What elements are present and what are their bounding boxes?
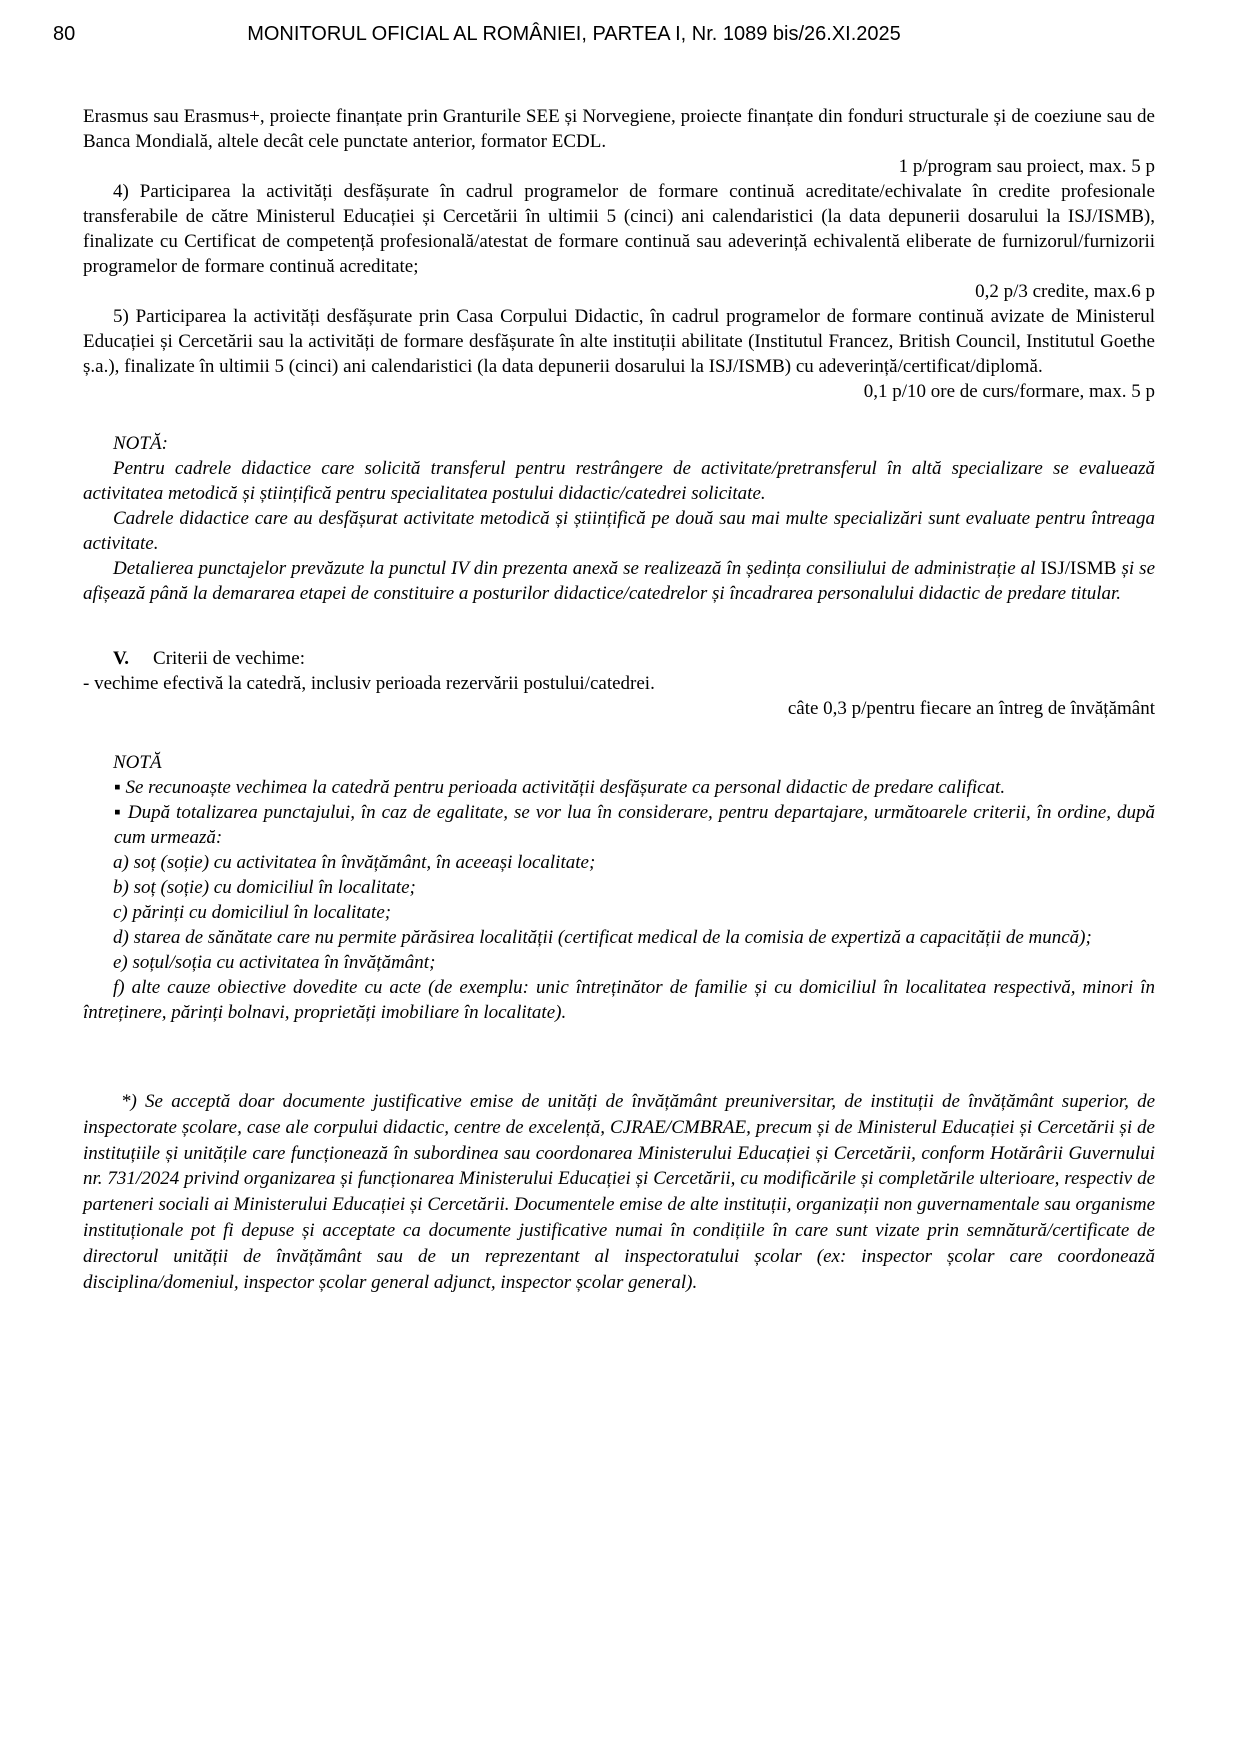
criteria-item-d: d) starea de sănătate care nu permite părăsirea localității (certificat medical de la comisia de expertiză a capacității de muncă);	[113, 927, 1092, 948]
nota2-title: NOTĂ	[113, 752, 162, 773]
criteria-item-e: e) soțul/soția cu activitatea în învățământ;	[113, 952, 436, 973]
section-v-heading	[83, 646, 1155, 671]
nota1-paragraph-3-text-a: Detalierea punctajelor prevăzute la punctul IV din prezenta anexă se realizează în ședința consiliului de administrație al	[113, 558, 1041, 579]
header-title: MONITORUL OFICIAL AL ROMÂNIEI, PARTEA I, Nr. 1089 bis/26.XI.2025	[247, 23, 901, 45]
criteria-item-f: f) alte cauze obiective dovedite cu acte (de exemplu: unic întreținător de familie și cu domiciliul în localitatea respectivă, minori în întreținere, părinți bolnavi, proprietăți imobiliare în localitate).	[83, 977, 1155, 1023]
score-line-vechime: câte 0,3 p/pentru fiecare an întreg de învățământ	[787, 698, 1155, 719]
paragraph-erasmus: Erasmus sau Erasmus+, proiecte finanțate prin Granturile SEE și Norvegiene, proiecte finanțate din fonduri structurale și de coeziune sau de Banca Mondială, altele decât cele punctate anterior, formator ECDL.	[83, 106, 1155, 152]
footnote-asterisk: *) Se acceptă doar documente justificative emise de unități de învățământ preuniversitar, de instituții de învățământ superior, de inspectorate școlare, case ale corpului didactic, centre de excelență, CJRAE/CMBRAE, precum și de Ministerul Educației și Cercetării și de instituțiile și unitățile care funcționează în subordinea sau coordonarea Ministerului Educației și Cercetării, conform Hotărârii Guvernului nr. 731/2024 privind organizarea și funcționarea Ministerului Educației și Cercetării, cu modificările și completările ulterioare, respectiv de parteneri sociali ai Ministerului Educației și Cercetării. Documentele emise de alte instituții, organizații non guvernamentale sau organisme instituționale pot fi depuse și acceptate ca documente justificative numai în condițiile în care sunt vizate prin semnătură/certificate de directorul unității de învățământ sau de un reprezentant al inspectoratului școlar (ex: inspector școlar care coordonează disciplina/domeniul, inspector școlar general adjunct, inspector școlar general).	[83, 1091, 1155, 1293]
page-number: 80	[53, 23, 76, 45]
score-line-program: 1 p/program sau proiect, max. 5 p	[898, 156, 1155, 177]
nota2-bullet-1: ▪ Se recunoaște vechimea la catedră pentru perioada activității desfășurate ca personal didactic de predare calificat.	[114, 777, 1006, 798]
nota1-paragraph-1: Pentru cadrele didactice care solicită transferul pentru restrângere de activitate/pretransferul în altă specializare se evaluează activitatea metodică și științifică pentru specialitatea postului didactic/catedrei solicitate.	[83, 458, 1155, 504]
nota1-paragraph-3-text-b: și se afișează până la demararea etapei de constituire a posturilor didactice/catedrelor și încadrarea personalului didactic de predare titular.	[83, 558, 1155, 604]
nota1-paragraph-3-acronym: ISJ/ISMB	[1040, 558, 1117, 579]
paragraph-point-4: 4) Participarea la activități desfășurate în cadrul programelor de formare continuă acreditate/echivalate în credite profesionale transferabile de către Ministerul Educației și Cercetării în ultimii 5 (cinci) ani calendaristici (la data depunerii dosarului la ISJ/ISMB), finalizate cu Certificat de competență profesională/atestat de formare continuă sau adeverință echivalentă eliberate de furnizorul/furnizorii programelor de formare continuă acreditate;	[83, 181, 1155, 277]
section-v-title: Criterii de vechime:	[153, 648, 305, 669]
score-line-credite: 0,2 p/3 credite, max.6 p	[975, 281, 1155, 302]
criteria-item-b: b) soț (soție) cu domiciliul în localitate;	[113, 877, 416, 898]
nota1-paragraph-3	[83, 556, 1155, 606]
page-header	[53, 22, 1155, 48]
page-body	[83, 104, 1155, 1295]
nota1-title: NOTĂ:	[113, 433, 168, 454]
criteria-item-a: a) soț (soție) cu activitatea în învățământ, în aceeași localitate;	[113, 852, 596, 873]
section-v-item: - vechime efectivă la catedră, inclusiv perioada rezervării postului/catedrei.	[83, 673, 655, 694]
score-line-ore-curs: 0,1 p/10 ore de curs/formare, max. 5 p	[863, 381, 1155, 402]
nota2-bullet-2: ▪ După totalizarea punctajului, în caz de egalitate, se vor lua în considerare, pentru departajare, următoarele criterii, în ordine, după cum urmează:	[114, 802, 1155, 848]
paragraph-point-5: 5) Participarea la activități desfășurate prin Casa Corpului Didactic, în cadrul programelor de formare continuă avizate de Ministerul Educației și Cercetării sau la activități de formare desfășurate în alte instituții abilitate (Institutul Francez, British Council, Institutul Goethe ș.a.), finalizate în ultimii 5 (cinci) ani calendaristici (la data depunerii dosarului la ISJ/ISMB) cu adeverință/certificat/diplomă.	[83, 306, 1155, 377]
section-v-numeral: V.	[113, 648, 130, 669]
criteria-item-c: c) părinți cu domiciliul în localitate;	[113, 902, 392, 923]
nota1-paragraph-2: Cadrele didactice care au desfășurat activitate metodică și științifică pe două sau mai multe specializări sunt evaluate pentru întreaga activitate.	[83, 508, 1155, 554]
